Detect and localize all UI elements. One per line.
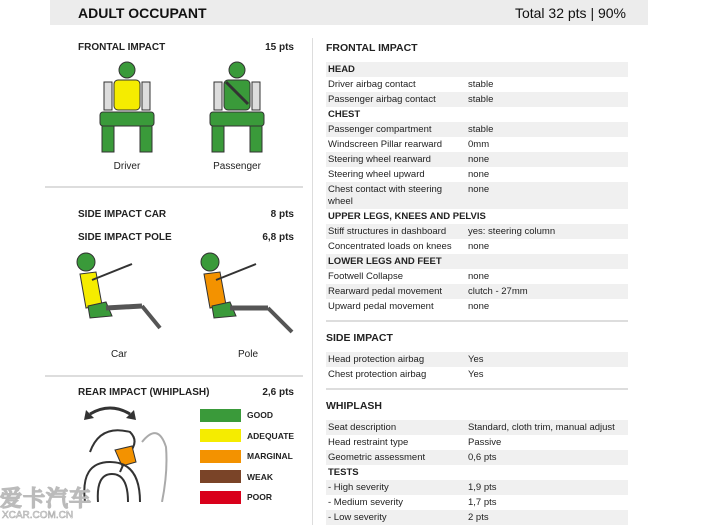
row-value: Passive	[468, 436, 502, 448]
row-value: none	[468, 300, 490, 312]
passenger-dummy-figure	[202, 60, 272, 160]
section-heading: WHIPLASH	[326, 400, 382, 412]
total-score: Total 32 pts | 90%	[514, 4, 626, 21]
table-row	[326, 92, 628, 107]
row-label: Passenger compartment	[328, 123, 432, 135]
row-value: Yes	[468, 353, 484, 365]
watermark-logo: 爱卡汽车	[0, 486, 93, 511]
row-value: none	[468, 240, 490, 252]
table-row	[326, 152, 628, 167]
row-value: 1,7 pts	[468, 496, 497, 508]
section-title: REAR IMPACT (WHIPLASH)	[78, 387, 210, 398]
row-label: Rearward pedal movement	[328, 285, 443, 297]
column-divider	[312, 38, 313, 525]
table-row	[326, 239, 628, 254]
row-value: none	[468, 183, 490, 195]
legend-item	[200, 446, 294, 467]
table-row	[326, 269, 628, 284]
row-value: clutch - 27mm	[468, 285, 528, 297]
row-value: 0mm	[468, 138, 490, 150]
section-title: SIDE IMPACT CAR	[78, 209, 167, 220]
row-value: stable	[468, 78, 494, 90]
row-label: Passenger airbag contact	[328, 93, 436, 105]
legend-swatch	[200, 429, 241, 442]
row-value: 2 pts	[468, 511, 489, 523]
table-row	[326, 182, 628, 209]
side-car-dummy-figure	[72, 250, 167, 340]
row-label: Windscreen Pillar rearward	[328, 138, 443, 150]
row-label: Footwell Collapse	[328, 270, 403, 282]
row-label: Head protection airbag	[328, 353, 425, 365]
row-label: - Low severity	[328, 511, 387, 523]
row-label: - Medium severity	[328, 496, 403, 508]
legend-label: GOOD	[247, 410, 273, 421]
row-label: Chest contact with steering wheel	[328, 183, 443, 207]
page-header	[50, 0, 648, 25]
side-pole-dummy-figure	[196, 250, 301, 340]
legend-item	[200, 487, 294, 508]
row-label: Geometric assessment	[328, 451, 426, 463]
divider	[45, 186, 303, 188]
pole-label: Pole	[237, 349, 258, 360]
driver-label: Driver	[113, 161, 141, 172]
rating-legend	[200, 405, 294, 508]
row-label: Steering wheel rearward	[328, 153, 431, 165]
legend-label: POOR	[247, 492, 273, 503]
table-row	[326, 224, 628, 239]
legend-swatch	[200, 491, 241, 504]
driver-dummy-figure	[92, 60, 162, 160]
divider	[326, 320, 628, 322]
legend-item	[200, 467, 294, 488]
subsection-heading: HEAD	[326, 62, 628, 77]
row-value: stable	[468, 93, 494, 105]
car-label: Car	[110, 349, 128, 360]
table-row	[326, 420, 628, 435]
frontal-impact-heading	[78, 42, 294, 53]
table-row	[326, 122, 628, 137]
row-label: Concentrated loads on knees	[328, 240, 452, 252]
page-title: ADULT OCCUPANT	[78, 4, 207, 21]
row-label: Seat description	[328, 421, 397, 433]
row-label: Head restraint type	[328, 436, 409, 448]
row-value: Standard, cloth trim, manual adjust	[468, 421, 615, 433]
table-row	[326, 77, 628, 92]
legend-swatch	[200, 409, 241, 422]
table-row	[326, 367, 628, 382]
row-value: none	[468, 270, 490, 282]
section-points: 15 pts	[265, 42, 294, 53]
legend-label: ADEQUATE	[247, 430, 295, 441]
side-impact-pole-heading	[78, 232, 294, 243]
table-row	[326, 284, 628, 299]
legend-label: MARGINAL	[247, 451, 293, 462]
row-value: 1,9 pts	[468, 481, 497, 493]
row-label: Driver airbag contact	[328, 78, 416, 90]
subsection-heading: CHEST	[328, 109, 361, 120]
divider	[45, 375, 303, 377]
section-points: 8 pts	[270, 209, 294, 220]
row-value: stable	[468, 123, 494, 135]
legend-swatch	[200, 450, 241, 463]
row-label: Stiff structures in dashboard	[328, 225, 447, 237]
rear-impact-heading	[78, 387, 294, 398]
row-label: Steering wheel upward	[328, 168, 425, 180]
section-points: 2,6 pts	[262, 387, 294, 398]
section-heading: SIDE IMPACT	[326, 332, 393, 344]
row-label: Chest protection airbag	[328, 368, 427, 380]
table-row	[326, 299, 628, 314]
table-row	[326, 352, 628, 367]
table-row	[326, 510, 628, 525]
legend-swatch	[200, 470, 241, 483]
details-panel	[326, 40, 628, 525]
table-row	[326, 450, 628, 465]
legend-label: WEAK	[247, 471, 273, 482]
section-title: SIDE IMPACT POLE	[78, 232, 172, 243]
table-row	[326, 435, 628, 450]
passenger-label: Passenger	[213, 161, 261, 172]
subsection-heading: UPPER LEGS, KNEES AND PELVIS	[328, 211, 486, 222]
table-row	[326, 480, 628, 495]
watermark-url: XCAR.COM.CN	[2, 510, 74, 521]
subsection-heading: TESTS	[328, 467, 359, 478]
side-impact-car-heading	[78, 209, 294, 220]
legend-item	[200, 405, 294, 426]
section-title: FRONTAL IMPACT	[78, 42, 166, 53]
row-value: none	[468, 153, 490, 165]
row-label: - High severity	[328, 481, 389, 493]
row-value: none	[468, 168, 490, 180]
table-row	[326, 495, 628, 510]
section-heading: FRONTAL IMPACT	[326, 42, 418, 54]
legend-item	[200, 426, 294, 447]
table-row	[326, 137, 628, 152]
divider	[326, 388, 628, 390]
row-value: 0,6 pts	[468, 451, 497, 463]
row-value: yes: steering column	[468, 225, 556, 237]
section-points: 6,8 pts	[262, 232, 294, 243]
row-value: Yes	[468, 368, 484, 380]
subsection-heading: LOWER LEGS AND FEET	[326, 254, 628, 269]
table-row	[326, 167, 628, 182]
row-label: Upward pedal movement	[328, 300, 434, 312]
